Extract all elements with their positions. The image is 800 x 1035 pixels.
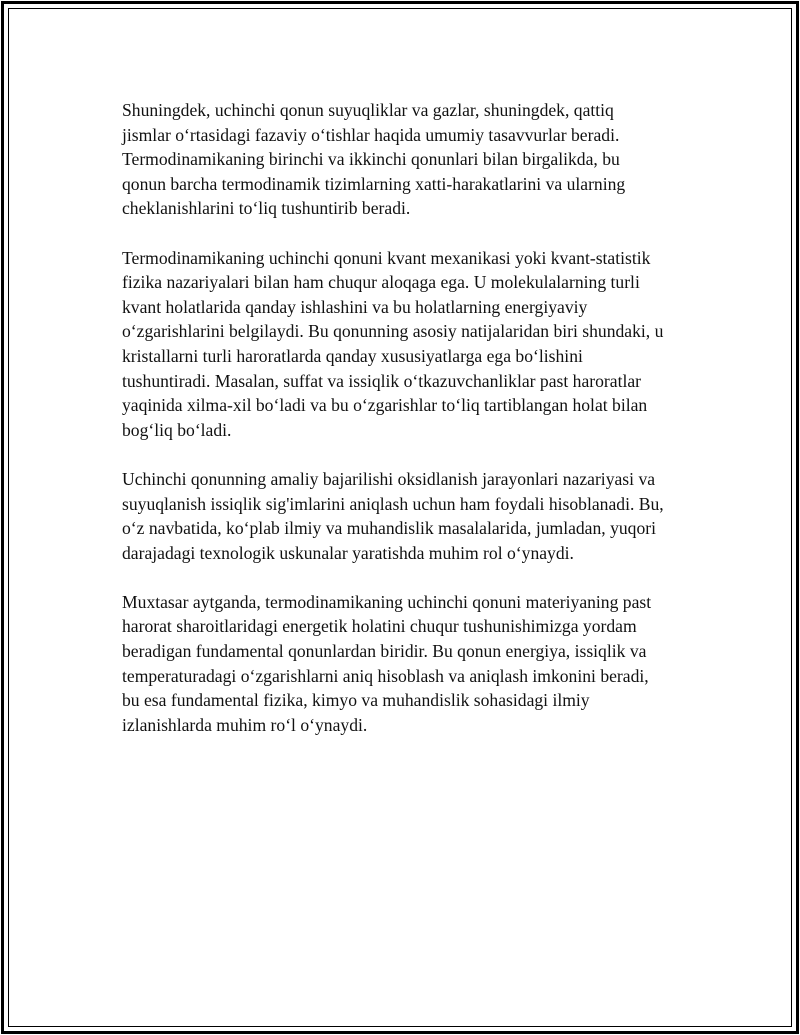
text-line: Muxtasar aytganda, termodinamikaning uchinchi qonuni materiyaning past	[122, 591, 652, 612]
text-line: bu esa fundamental fizika, kimyo va muhandislik sohasidagi ilmiy	[122, 690, 590, 711]
text-line: Termodinamikaning uchinchi qonuni kvant mexanikasi yoki kvant-statistik	[122, 247, 651, 268]
text-line: Uchinchi qonunning amaliy bajarilishi oksidlanish jarayonlari nazariyasi va	[122, 468, 656, 489]
text-line: tushuntiradi. Masalan, suffat va issiqlik o‘tkazuvchanliklar past haroratlar	[122, 370, 642, 391]
text-line: Termodinamikaning birinchi va ikkinchi qonunlari bilan birgalikda, bu	[122, 149, 620, 170]
text-line: harorat sharoitlaridagi energetik holatini chuqur tushunishimizga yordam	[122, 616, 637, 637]
paragraph-2	[122, 246, 702, 443]
text-line: bog‘liq bo‘ladi.	[122, 419, 232, 440]
text-line: kristallarni turli haroratlarda qanday xususiyatlarga ega bo‘lishini	[122, 345, 583, 366]
document-page	[1, 1, 799, 1034]
text-line: kvant holatlarida qanday ishlashini va bu holatlarning energiyaviy	[122, 296, 588, 317]
paragraph-1	[122, 98, 702, 221]
text-line: qonun barcha termodinamik tizimlarning xatti-harakatlarini va ularning	[122, 173, 626, 194]
text-line: suyuqlanish issiqlik sig'imlarini aniqlash uchun ham foydali hisoblanadi. Bu,	[122, 493, 664, 514]
text-line: cheklanishlarini to‘liq tushuntirib beradi.	[122, 198, 411, 219]
text-line: Shuningdek, uchinchi qonun suyuqliklar va gazlar, shuningdek, qattiq	[122, 100, 614, 120]
paragraph-4	[122, 590, 702, 738]
text-line: o‘zgarishlarini belgilaydi. Bu qonunning asosiy natijalaridan biri shundaki, u	[122, 321, 664, 342]
text-line: izlanishlarda muhim ro‘l o‘ynaydi.	[122, 714, 368, 735]
text-line: yaqinida xilma-xil bo‘ladi va bu o‘zgarishlar to‘liq tartiblangan holat bilan	[122, 395, 648, 416]
text-line: o‘z navbatida, ko‘plab ilmiy va muhandislik masalalarida, jumladan, yuqori	[122, 518, 657, 539]
text-line: temperaturadagi o‘zgarishlarni aniq hisoblash va aniqlash imkonini beradi,	[122, 665, 649, 686]
text-line: fizika nazariyalari bilan ham chuqur aloqaga ega. U molekulalarning turli	[122, 272, 640, 293]
text-line: jismlar o‘rtasidagi fazaviy o‘tishlar haqida umumiy tasavvurlar beradi.	[122, 124, 620, 145]
text-line: darajadagi texnologik uskunalar yaratishda muhim rol o‘ynaydi.	[122, 542, 574, 563]
paragraph-3	[122, 467, 702, 565]
document-body	[122, 98, 702, 762]
text-line: beradigan fundamental qonunlardan biridir. Bu qonun energiya, issiqlik va	[122, 641, 647, 662]
